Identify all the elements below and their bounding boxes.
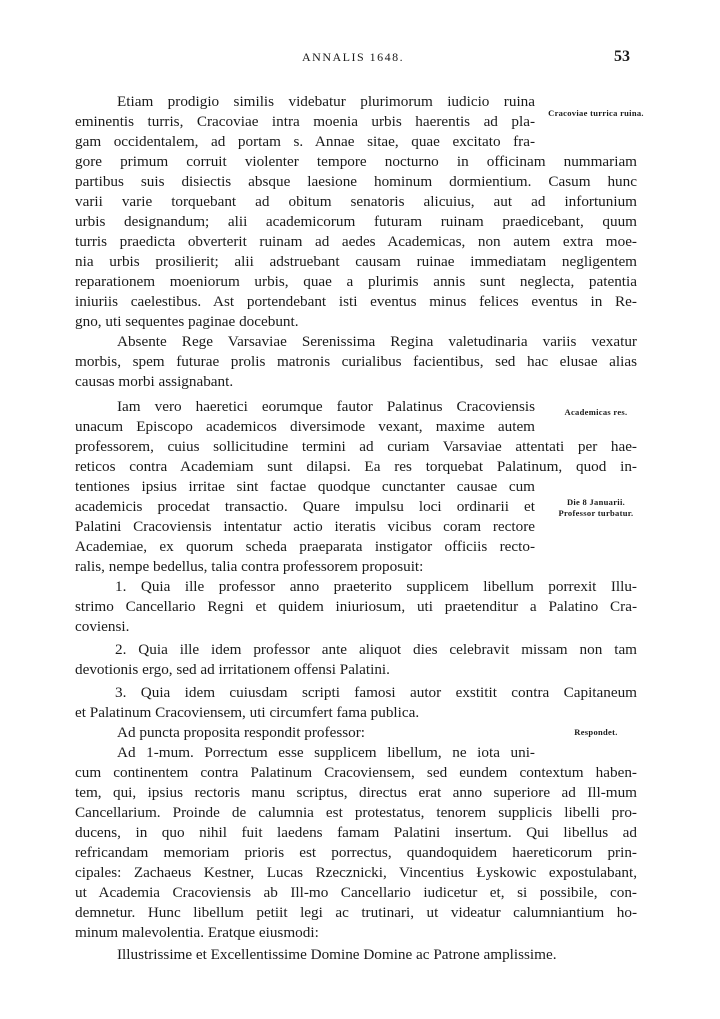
text-line: tentiones ipsius irritae sint factae quodque cunctanter causae cum [75, 478, 535, 495]
text-line: causas morbi assignabant. [75, 373, 234, 390]
text-line: nia urbis prosilierit; alii adstruebant causam ruinae immediatam negligentem [75, 253, 637, 270]
text-line: partibus suis disiectis absque laesione hominum dormientium. Casum hunc [75, 173, 637, 190]
margin-note-academicas: Academicas res. [564, 407, 628, 417]
text-line: Cancellarium. Proinde de calumnia est protestatus, tenorem supplicis libelli pro- [75, 804, 637, 821]
text-line: professorem, cuius sollicitudine termini ad curiam Varsaviae attentati per hae- [75, 438, 637, 455]
text-line: refricandam memoriam prioris est porrectus, quandoquidem haereticorum prin- [75, 844, 637, 861]
page-header [0, 50, 720, 72]
text-line: cipales: Zachaeus Kestner, Lucas Rzecznicki, Vincentius Łyskowic expostulabant, [75, 864, 637, 881]
list-item-line: 1. Quia ille professor anno praeterito supplicem libellum porrexit Illu- [115, 578, 637, 595]
text-line: devotionis ergo, sed ad irritationem offensi Palatini. [75, 661, 390, 678]
text-line: ralis, nempe bedellus, talia contra professorem proposuit: [75, 558, 424, 575]
text-line: urbis designandum; alii academicorum futuram ruinam praedicebant, quum [75, 213, 637, 230]
text-line: Ad 1-mum. Porrectum esse supplicem libellum, ne iota uni- [117, 744, 535, 761]
text-line: et Palatinum Cracoviensem, uti circumfert fama publica. [75, 704, 420, 721]
text-line: minum malevolentia. Eratque eiusmodi: [75, 924, 319, 941]
text-line: academicis procedat transactio. Quare impulsu loci ordinarii et [75, 498, 535, 515]
text-line: ducens, in quo nihil fuit laedens famam Palatini insertum. Qui libellus ad [75, 824, 637, 841]
text-line: varii varie torquebant ad obitum senatoris alicuius, aut ad infortunium [75, 193, 637, 210]
margin-note-january: Die 8 Januarii. Professor turbatur. [558, 497, 634, 518]
text-line: unacum Episcopo academicos diversimode vexant, maxime autem [75, 418, 535, 435]
text-line: Palatini Cracoviensis intentatur actio iteratis vicibus coram rectore [75, 518, 535, 535]
text-line: ut Academia Cracoviensis ab Ill-mo Cancellario iudicetur et, si possibile, con- [75, 884, 637, 901]
text-line: Academiae, ex quorum scheda praeparata instigator officiis recto- [75, 538, 535, 555]
text-line: gno, uti sequentes paginae docebunt. [75, 313, 299, 330]
text-line: Etiam prodigio similis videbatur plurimorum iudicio ruina [117, 93, 535, 110]
text-line: demnetur. Hunc libellum petiit legi ac trutinari, ut videatur calumniantium ho- [75, 904, 637, 921]
text-line: reparationem moeniorum urbis, quae a plurimis annis sunt neglecta, patentia [75, 273, 637, 290]
margin-note-respondet: Respondet. [574, 727, 618, 737]
text-line: gore primum corruit violenter tempore nocturno in officinam nummariam [75, 153, 637, 170]
text-line: morbis, spem futurae prolis matronis curialibus facientibus, sed hac elusae alias [75, 353, 637, 370]
text-line: strimo Cancellario Regni et quidem iniuriosum, uti praetenditur a Palatino Cra- [75, 598, 637, 615]
text-line: iniuriis caelestibus. Ast portendebant isti eventus minus felices eventus in Re- [75, 293, 637, 310]
text-line: Illustrissime et Excellentissime Domine Domine ac Patrone amplissime. [117, 946, 557, 963]
list-item-line: 2. Quia ille idem professor ante aliquot dies celebravit missam non tam [115, 641, 637, 658]
text-line: turris praedicta obverterit ruinam ad aedes Academicas, non autem extra moe- [75, 233, 637, 250]
margin-note-tower-ruin: Cracoviae turrica ruina. [548, 108, 644, 118]
text-line: Ad puncta proposita respondit professor: [117, 724, 366, 741]
text-line: cum continentem contra Palatinum Cracoviensem, sed eundem contextum haben- [75, 764, 637, 781]
text-line: Iam vero haeretici eorumque fautor Palatinus Cracoviensis [117, 398, 535, 415]
list-item-line: 3. Quia idem cuiusdam scripti famosi autor exstitit contra Capitaneum [115, 684, 637, 701]
text-line: tem, qui, ipsius rectoris manu scriptus, directus erat anno superiore ad Ill-mum [75, 784, 637, 801]
page-number: 53 [614, 48, 630, 65]
text-line: gam occidentalem, ad portam s. Annae sitae, quae excitato fra- [75, 133, 535, 150]
text-line: eminentis turris, Cracoviae intra moenia urbis haerentis ad pla- [75, 113, 535, 130]
text-line: reticos contra Academiam sunt dilapsi. Ea res torquebat Palatinum, quod in- [75, 458, 637, 475]
text-line: coviensi. [75, 618, 130, 635]
text-line: Absente Rege Varsaviae Serenissima Regina valetudinaria variis vexatur [117, 333, 637, 350]
running-title: ANNALIS 1648. [302, 50, 405, 64]
